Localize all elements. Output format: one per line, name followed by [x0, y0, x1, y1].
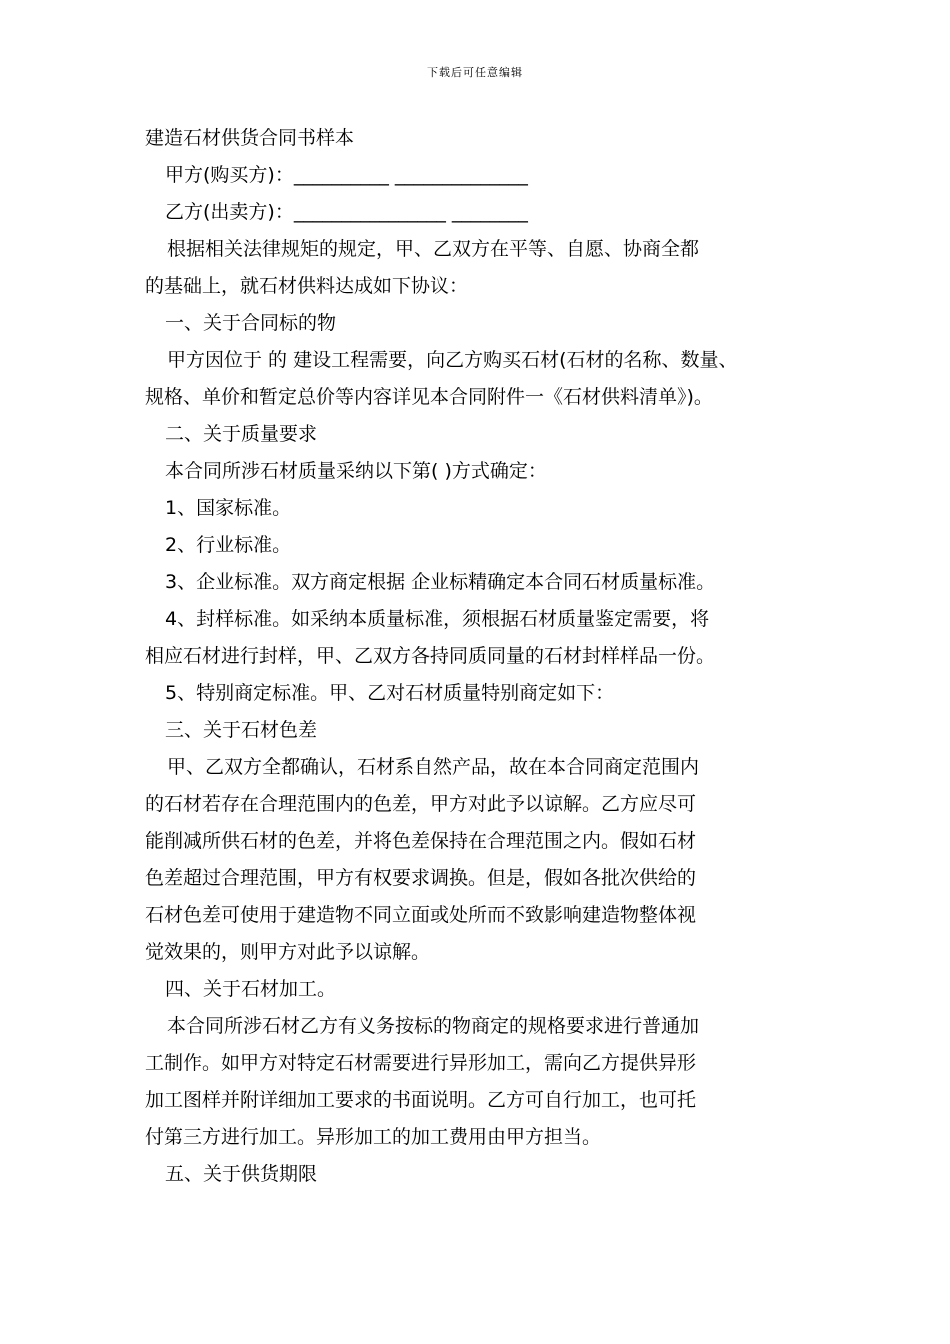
- text-line: 觉效果的，则甲方对此予以谅解。: [145, 941, 431, 963]
- page-header: 下载后可任意编辑: [427, 66, 523, 79]
- text-line: 的基础上，就石材供料达成如下协议：: [145, 275, 469, 297]
- section-heading: 一、关于合同标的物: [165, 312, 337, 334]
- text-line: 根据相关法律规矩的规定，甲、乙双方在平等、自愿、协商全都: [167, 238, 700, 260]
- list-item: 4、封样标准。如采纳本质量标准，须根据石材质量鉴定需要，将: [165, 608, 710, 630]
- text-line: 甲方因位于 的 建设工程需要，向乙方购买石材(石材的名称、数量、: [167, 349, 738, 371]
- text-line: 工制作。如甲方对特定石材需要进行异形加工，需向乙方提供异形: [145, 1052, 697, 1074]
- list-item: 1、国家标准。: [165, 497, 292, 519]
- text-line: 本合同所涉石材乙方有义务按标的物商定的规格要求进行普通加: [167, 1015, 700, 1037]
- document-title: 建造石材供货合同书样本: [145, 127, 355, 149]
- text-line: 能削减所供石材的色差，并将色差保持在合理范围之内。假如石材: [145, 830, 697, 852]
- party-b-line: 乙方(出卖方)：________________ ________: [165, 201, 528, 223]
- document-body: [145, 120, 825, 1193]
- text-line: 付第三方进行加工。异形加工的加工费用由甲方担当。: [145, 1126, 602, 1148]
- section-heading: 三、关于石材色差: [165, 719, 318, 741]
- section-heading: 五、关于供货期限: [165, 1163, 318, 1185]
- party-a-line: 甲方(购买方)：__________ ______________: [165, 164, 528, 186]
- text-line: 本合同所涉石材质量采纳以下第( )方式确定：: [165, 460, 547, 482]
- section-heading: 四、关于石材加工。: [165, 978, 337, 1000]
- text-line: 石材色差可使用于建造物不同立面或处所而不致影响建造物整体视: [145, 904, 697, 926]
- list-item: 2、行业标准。: [165, 534, 292, 556]
- text-line: 加工图样并附详细加工要求的书面说明。乙方可自行加工，也可托: [145, 1089, 697, 1111]
- list-item: 5、特别商定标准。甲、乙对石材质量特别商定如下：: [165, 682, 615, 704]
- text-line: 规格、单价和暂定总价等内容详见本合同附件一《石材供料清单》)。: [145, 386, 713, 408]
- list-item: 3、企业标准。双方商定根据 企业标精确定本合同石材质量标准。: [165, 571, 716, 593]
- text-line: 甲、乙双方全都确认，石材系自然产品，故在本合同商定范围内: [167, 756, 700, 778]
- text-line: 色差超过合理范围，甲方有权要求调换。但是，假如各批次供给的: [145, 867, 697, 889]
- text-line: 的石材若存在合理范围内的色差，甲方对此予以谅解。乙方应尽可: [145, 793, 697, 815]
- section-heading: 二、关于质量要求: [165, 423, 318, 445]
- text-line: 相应石材进行封样，甲、乙双方各持同质同量的石材封样样品一份。: [145, 645, 716, 667]
